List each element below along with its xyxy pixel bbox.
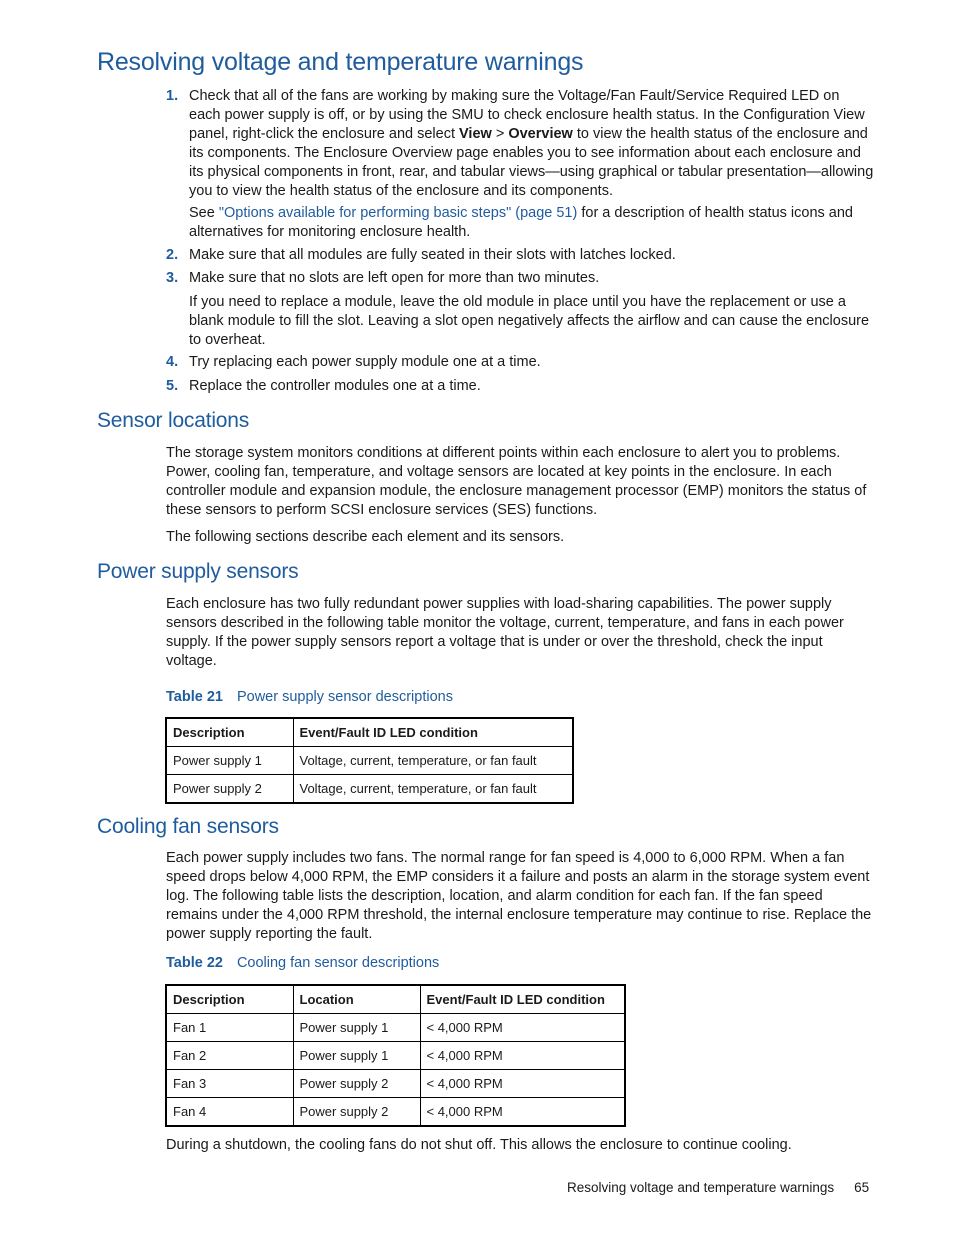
column-header: Event/Fault ID LED condition [420,985,625,1014]
table-cell: Fan 3 [166,1070,293,1098]
table-row [166,1014,625,1042]
section-heading-sensor-locations: Sensor locations [97,409,250,432]
table-cell: < 4,000 RPM [420,1070,625,1098]
page-number: 65 [854,1180,870,1195]
table-cell: Fan 2 [166,1042,293,1070]
step-text: Make sure that all modules are fully seated in their slots with latches locked. [189,247,676,263]
paragraph: During a shutdown, the cooling fans do not shut off. This allows the enclosure to continue cooling. [166,1137,792,1153]
section-heading-resolving-warnings: Resolving voltage and temperature warnings [97,48,584,76]
table-cell: Fan 4 [166,1098,293,1127]
cooling-fan-sensor-table [165,984,626,1127]
table-header-row [166,985,625,1014]
step-number: 5. [166,378,179,394]
table-cell: Power supply 2 [293,1098,420,1127]
table-cell: Voltage, current, temperature, or fan fault [293,747,573,775]
table-row [166,1098,625,1127]
table-row [166,1042,625,1070]
running-title: Resolving voltage and temperature warnings [567,1180,835,1195]
paragraph: The storage system monitors conditions at different points within each enclosure to alert you to problems. Power, cooling fan, temperature, and voltage sensors are located at key points in the enclosure. In each controller module and expansion module, the enclosure management processor (EMP) monitors the status of these sensors to perform SCSI enclosure services (SES) functions. [166,445,867,518]
table-row [166,775,573,804]
table-caption [166,955,439,971]
menu-view: View [459,126,492,142]
column-header: Event/Fault ID LED condition [293,718,573,747]
step-text: Check that all of the fans are working by making sure the Voltage/Fan Fault/Service Required LED on each power supply is off, or by using the SMU to check enclosure health status. In the Configuration View panel, right-click the enclosure and select View > Overview to view the health status of the enclosure and its components. The Enclosure Overview page enables you to see information about each enclosure and its physical components in front, rear, and tabular views—using graphical or tabular presentation—allowing you to view the health status of the enclosure and its components. [189,88,874,199]
table-header-row [166,718,573,747]
page-footer [567,1180,869,1195]
table-cell: Power supply 2 [293,1070,420,1098]
table-cell: < 4,000 RPM [420,1014,625,1042]
step-text: Replace the controller modules one at a time. [189,378,481,394]
column-header: Description [166,985,293,1014]
power-supply-sensor-table [165,717,574,804]
paragraph: Each power supply includes two fans. The normal range for fan speed is 4,000 to 6,000 RPM. When a fan speed drops below 4,000 RPM, the EMP considers it a failure and posts an alarm in the storage system event log. The following table lists the description, location, and alarm condition for each fan. If the fan speed remains under the 4,000 RPM threshold, the internal enclosure temperature may continue to rise. Replace the power supply reporting the fault. [166,850,872,942]
section-heading-power-supply-sensors: Power supply sensors [97,560,299,583]
table-cell: Power supply 1 [166,747,293,775]
table-cell: Power supply 1 [293,1042,420,1070]
table-cell: Voltage, current, temperature, or fan fault [293,775,573,804]
table-cell: < 4,000 RPM [420,1042,625,1070]
menu-overview: Overview [508,126,573,142]
table-label: Table 22 [166,955,223,971]
table-row [166,747,573,775]
step-number: 3. [166,270,179,286]
cross-reference-link[interactable]: "Options available for performing basic steps" (page 51) [218,205,578,221]
paragraph: The following sections describe each element and its sensors. [166,529,565,545]
table-cell: Fan 1 [166,1014,293,1042]
step-number: 4. [166,354,179,370]
step-text: Make sure that no slots are left open for more than two minutes. [189,270,600,286]
table-label: Table 21 [166,689,223,705]
table-cell: Power supply 1 [293,1014,420,1042]
table-title: Power supply sensor descriptions [236,689,453,705]
step-number: 1. [166,88,179,104]
step-number: 2. [166,247,179,263]
step-text: Try replacing each power supply module one at a time. [189,354,541,370]
paragraph: Each enclosure has two fully redundant power supplies with load-sharing capabilities. The power supply sensors described in the following table monitor the voltage, current, temperature, and fans in each power supply. If the power supply sensors report a voltage that is under or over the threshold, check the input voltage. [166,596,844,669]
table-cell: Power supply 2 [166,775,293,804]
column-header: Location [293,985,420,1014]
step-1-note: See "Options available for performing basic steps" (page 51) for a description of health status icons and alternatives for monitoring enclosure health. [189,205,853,240]
table-title: Cooling fan sensor descriptions [236,955,440,971]
column-header: Description [166,718,293,747]
table-row [166,1070,625,1098]
table-cell: < 4,000 RPM [420,1098,625,1127]
section-heading-cooling-fan-sensors: Cooling fan sensors [97,815,279,838]
step-3-note: If you need to replace a module, leave the old module in place until you have the replacement or use a blank module to fill the slot. Leaving a slot open negatively affects the airflow and can cause the enclosure to overheat. [189,294,870,348]
table-caption [166,689,453,705]
